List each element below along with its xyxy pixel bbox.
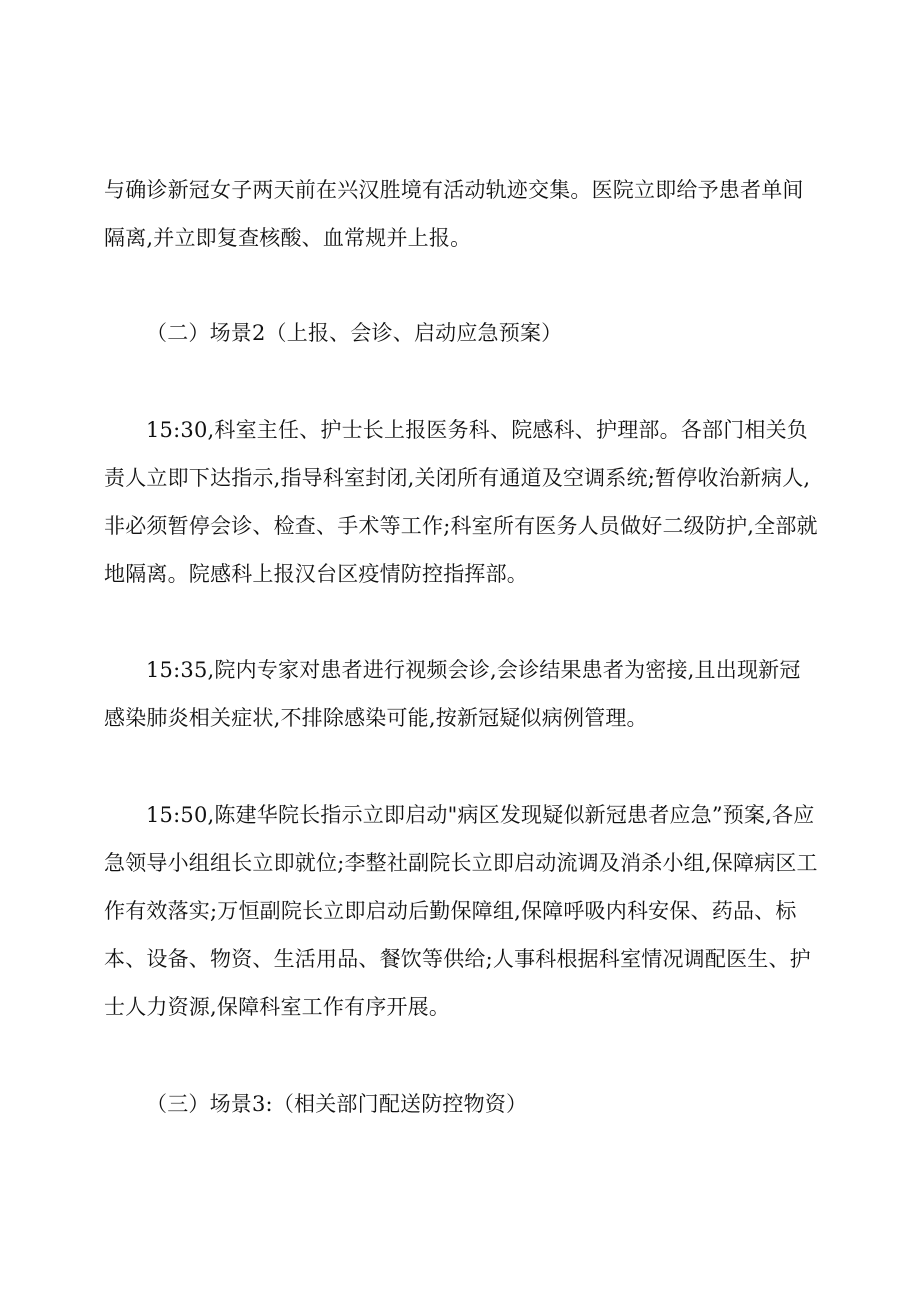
paragraph-1530-report: 15:30,科室主任、护士长上报医务科、院感科、护理部。各部门相关负责人立即下达指示,指导科室封闭,关闭所有通道及空调系统;暂停收治新病人,非必须暂停会诊、检查、手术等工作;科室所有医务人员做好二级防护,全部就地隔离。院感科上报汉台区疫情防控指挥部。 [104,418,818,586]
paragraph-1535-consultation: 15:35,院内专家对患者进行视频会诊,会诊结果患者为密接,且出现新冠感染肺炎相关症状,不排除感染可能,按新冠疑似病例管理。 [104,658,801,730]
section-heading-scene-2: （二）场景2（上报、会诊、启动应急预案） [146,321,563,345]
paragraph-1550-emergency-plan: 15:50,陈建华院长指示立即启动"病区发现疑似新冠患者应急”预案,各应急领导小组组长立即就位;李整社副院长立即启动流调及消杀小组,保障病区工作有效落实;万恒副院长立即启动后勤保障组,保障呼吸内科安保、药品、标本、设备、物资、生活用品、餐饮等供给;人事科根据科室情况调配医生、护士人力资源,保障科室工作有序开展。 [104,803,818,1019]
section-heading-scene-3: （三）场景3:（相关部门配送防控物资） [146,1092,528,1116]
paragraph-isolation-continuation: 与确诊新冠女子两天前在兴汉胜境有活动轨迹交集。医院立即给予患者单间隔离,并立即复查核酸、血常规并上报。 [104,178,804,250]
